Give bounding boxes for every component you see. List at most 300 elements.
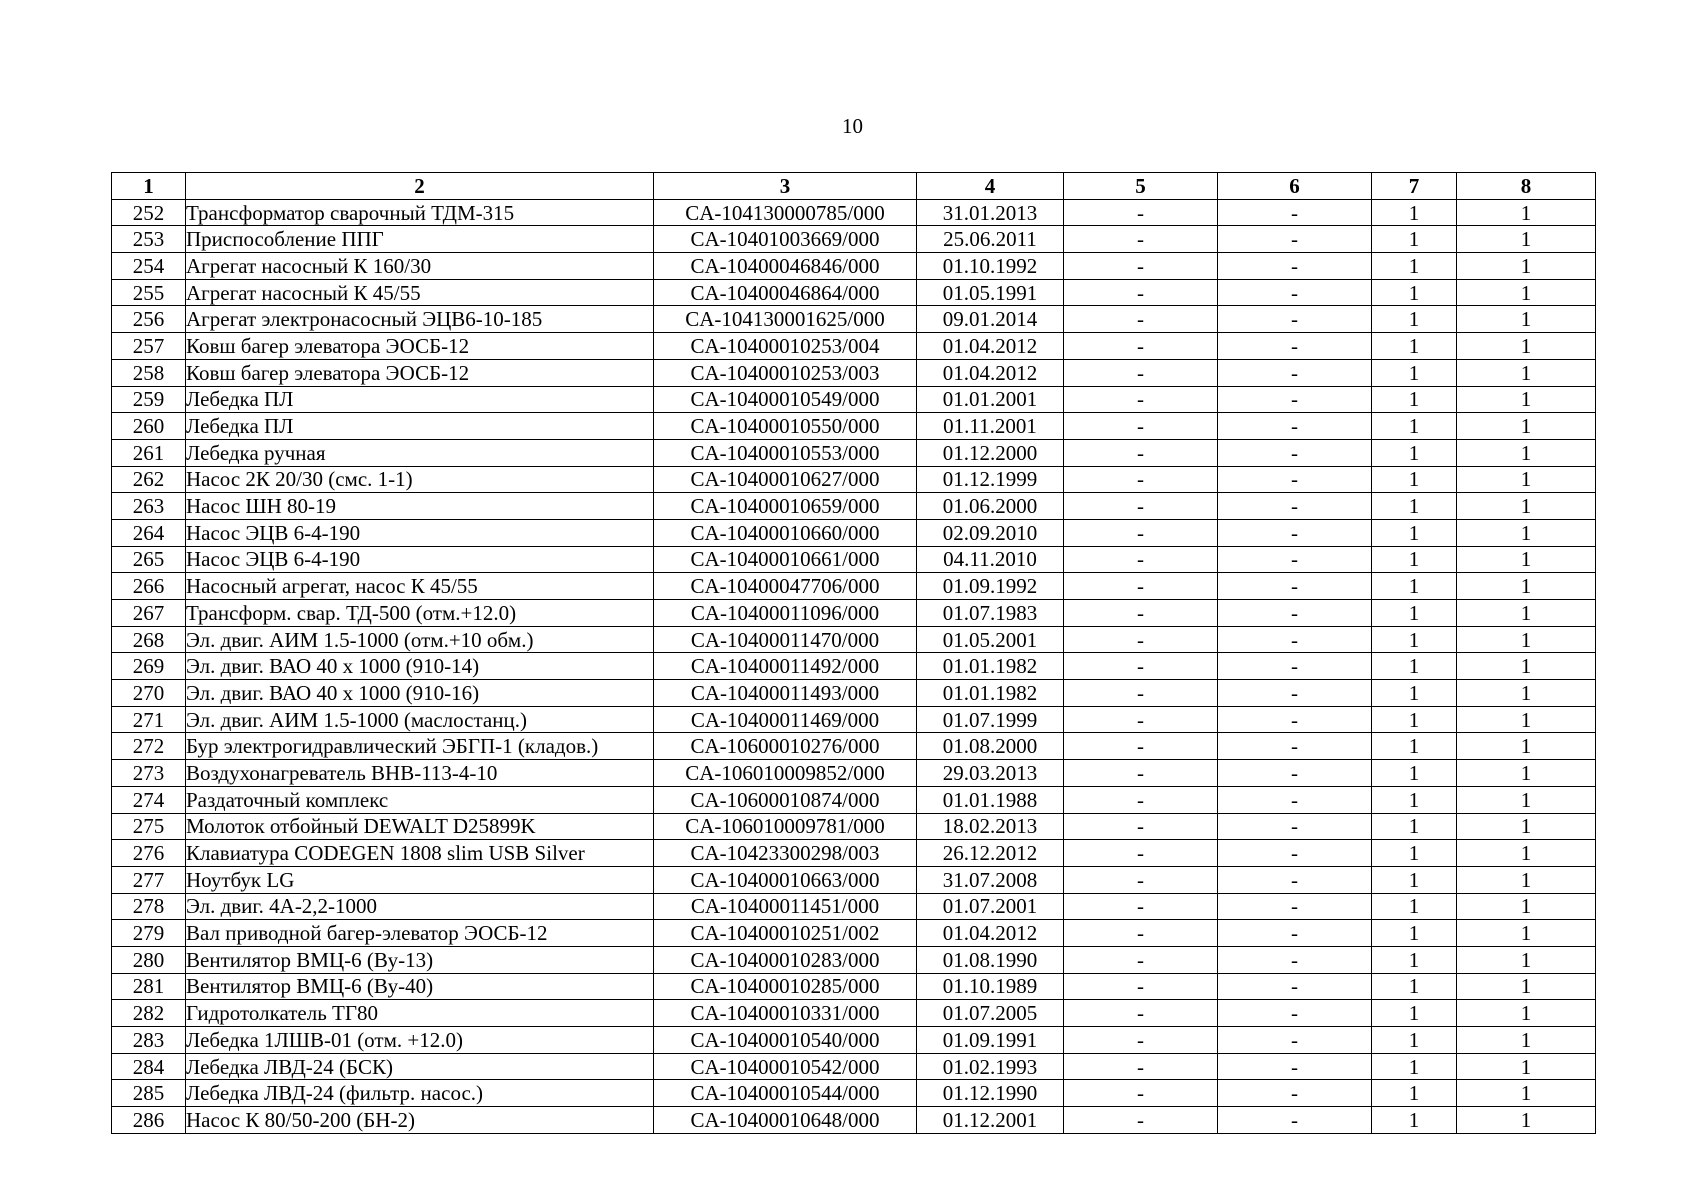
column-7-value: 1 — [1372, 840, 1457, 867]
column-6-value: - — [1218, 786, 1372, 813]
commission-date: 04.11.2010 — [917, 546, 1064, 573]
item-name: Вентилятор ВМЦ-6 (Ву-13) — [186, 946, 654, 973]
inventory-code: CA-106010009781/000 — [654, 813, 917, 840]
row-number: 269 — [112, 653, 186, 680]
column-8-value: 1 — [1457, 493, 1596, 520]
column-7-value: 1 — [1372, 359, 1457, 386]
column-5-value: - — [1064, 1080, 1218, 1107]
column-7-value: 1 — [1372, 333, 1457, 360]
commission-date: 31.07.2008 — [917, 866, 1064, 893]
column-8-value: 1 — [1457, 413, 1596, 440]
table-row — [112, 733, 1596, 760]
inventory-code: CA-10400010285/000 — [654, 973, 917, 1000]
commission-date: 01.07.1999 — [917, 706, 1064, 733]
column-8-value: 1 — [1457, 786, 1596, 813]
column-5-value: - — [1064, 333, 1218, 360]
inventory-code: CA-10600010276/000 — [654, 733, 917, 760]
column-7-value: 1 — [1372, 1080, 1457, 1107]
commission-date: 01.11.2001 — [917, 413, 1064, 440]
row-number: 257 — [112, 333, 186, 360]
row-number: 259 — [112, 386, 186, 413]
item-name: Эл. двиг. 4А-2,2-1000 — [186, 893, 654, 920]
table-row — [112, 439, 1596, 466]
row-number: 274 — [112, 786, 186, 813]
inventory-code: CA-10400010659/000 — [654, 493, 917, 520]
column-6-value: - — [1218, 946, 1372, 973]
column-header-5: 5 — [1064, 173, 1218, 200]
inventory-code: CA-10400010544/000 — [654, 1080, 917, 1107]
item-name: Ковш багер элеватора ЭОСБ-12 — [186, 333, 654, 360]
table-row — [112, 786, 1596, 813]
column-6-value: - — [1218, 626, 1372, 653]
commission-date: 01.07.2001 — [917, 893, 1064, 920]
column-7-value: 1 — [1372, 786, 1457, 813]
column-6-value: - — [1218, 333, 1372, 360]
commission-date: 01.12.2001 — [917, 1107, 1064, 1134]
table-row — [112, 1080, 1596, 1107]
item-name: Ковш багер элеватора ЭОСБ-12 — [186, 359, 654, 386]
column-6-value: - — [1218, 226, 1372, 253]
column-8-value: 1 — [1457, 573, 1596, 600]
inventory-code: CA-10400010663/000 — [654, 866, 917, 893]
inventory-code: CA-10400010648/000 — [654, 1107, 917, 1134]
item-name: Агрегат насосный К 160/30 — [186, 253, 654, 280]
column-8-value: 1 — [1457, 653, 1596, 680]
column-7-value: 1 — [1372, 920, 1457, 947]
item-name: Агрегат насосный К 45/55 — [186, 279, 654, 306]
table-row — [112, 1107, 1596, 1134]
inventory-code: CA-10400010283/000 — [654, 946, 917, 973]
table-row — [112, 413, 1596, 440]
column-6-value: - — [1218, 413, 1372, 440]
column-8-value: 1 — [1457, 253, 1596, 280]
column-7-value: 1 — [1372, 760, 1457, 787]
column-8-value: 1 — [1457, 1107, 1596, 1134]
column-5-value: - — [1064, 359, 1218, 386]
item-name: Эл. двиг. ВАО 40 х 1000 (910-14) — [186, 653, 654, 680]
commission-date: 01.10.1992 — [917, 253, 1064, 280]
table-row — [112, 706, 1596, 733]
commission-date: 01.09.1991 — [917, 1027, 1064, 1054]
table-row — [112, 893, 1596, 920]
column-5-value: - — [1064, 1107, 1218, 1134]
item-name: Агрегат электронасосный ЭЦВ6-10-185 — [186, 306, 654, 333]
row-number: 265 — [112, 546, 186, 573]
item-name: Лебедка ЛВД-24 (БСК) — [186, 1053, 654, 1080]
row-number: 284 — [112, 1053, 186, 1080]
column-6-value: - — [1218, 279, 1372, 306]
row-number: 281 — [112, 973, 186, 1000]
column-5-value: - — [1064, 946, 1218, 973]
column-5-value: - — [1064, 653, 1218, 680]
commission-date: 01.02.1993 — [917, 1053, 1064, 1080]
table-row — [112, 573, 1596, 600]
column-7-value: 1 — [1372, 279, 1457, 306]
column-5-value: - — [1064, 546, 1218, 573]
column-6-value: - — [1218, 253, 1372, 280]
column-5-value: - — [1064, 199, 1218, 226]
commission-date: 01.08.1990 — [917, 946, 1064, 973]
row-number: 263 — [112, 493, 186, 520]
column-6-value: - — [1218, 546, 1372, 573]
column-8-value: 1 — [1457, 973, 1596, 1000]
column-7-value: 1 — [1372, 866, 1457, 893]
row-number: 271 — [112, 706, 186, 733]
commission-date: 01.01.1982 — [917, 680, 1064, 707]
row-number: 275 — [112, 813, 186, 840]
column-6-value: - — [1218, 973, 1372, 1000]
column-7-value: 1 — [1372, 653, 1457, 680]
commission-date: 31.01.2013 — [917, 199, 1064, 226]
column-6-value: - — [1218, 600, 1372, 627]
table-row — [112, 813, 1596, 840]
row-number: 261 — [112, 439, 186, 466]
column-5-value: - — [1064, 760, 1218, 787]
commission-date: 26.12.2012 — [917, 840, 1064, 867]
commission-date: 01.07.1983 — [917, 600, 1064, 627]
inventory-code: CA-10401003669/000 — [654, 226, 917, 253]
column-6-value: - — [1218, 573, 1372, 600]
row-number: 255 — [112, 279, 186, 306]
column-8-value: 1 — [1457, 306, 1596, 333]
column-5-value: - — [1064, 1027, 1218, 1054]
column-7-value: 1 — [1372, 439, 1457, 466]
row-number: 279 — [112, 920, 186, 947]
table-row — [112, 546, 1596, 573]
column-6-value: - — [1218, 359, 1372, 386]
inventory-code: CA-104130001625/000 — [654, 306, 917, 333]
inventory-code: CA-10400010627/000 — [654, 466, 917, 493]
column-6-value: - — [1218, 653, 1372, 680]
commission-date: 01.05.2001 — [917, 626, 1064, 653]
commission-date: 18.02.2013 — [917, 813, 1064, 840]
inventory-code: CA-10400046864/000 — [654, 279, 917, 306]
column-8-value: 1 — [1457, 840, 1596, 867]
item-name: Лебедка ЛВД-24 (фильтр. насос.) — [186, 1080, 654, 1107]
table-row — [112, 680, 1596, 707]
column-6-value: - — [1218, 1053, 1372, 1080]
item-name: Ноутбук LG — [186, 866, 654, 893]
column-5-value: - — [1064, 573, 1218, 600]
column-7-value: 1 — [1372, 706, 1457, 733]
commission-date: 01.01.1982 — [917, 653, 1064, 680]
item-name: Молоток отбойный DEWALT D25899K — [186, 813, 654, 840]
table-row — [112, 920, 1596, 947]
column-5-value: - — [1064, 600, 1218, 627]
column-header-8: 8 — [1457, 173, 1596, 200]
column-7-value: 1 — [1372, 413, 1457, 440]
column-header-7: 7 — [1372, 173, 1457, 200]
column-6-value: - — [1218, 866, 1372, 893]
column-8-value: 1 — [1457, 1000, 1596, 1027]
item-name: Насос ЭЦВ 6-4-190 — [186, 546, 654, 573]
row-number: 280 — [112, 946, 186, 973]
column-7-value: 1 — [1372, 813, 1457, 840]
column-6-value: - — [1218, 680, 1372, 707]
column-8-value: 1 — [1457, 733, 1596, 760]
column-6-value: - — [1218, 439, 1372, 466]
column-header-4: 4 — [917, 173, 1064, 200]
inventory-code: CA-10600010874/000 — [654, 786, 917, 813]
column-8-value: 1 — [1457, 813, 1596, 840]
column-6-value: - — [1218, 1027, 1372, 1054]
commission-date: 01.12.1990 — [917, 1080, 1064, 1107]
column-6-value: - — [1218, 306, 1372, 333]
row-number: 286 — [112, 1107, 186, 1134]
row-number: 272 — [112, 733, 186, 760]
row-number: 256 — [112, 306, 186, 333]
column-8-value: 1 — [1457, 439, 1596, 466]
item-name: Вентилятор ВМЦ-6 (Ву-40) — [186, 973, 654, 1000]
table-row — [112, 279, 1596, 306]
column-6-value: - — [1218, 893, 1372, 920]
column-7-value: 1 — [1372, 199, 1457, 226]
column-7-value: 1 — [1372, 1107, 1457, 1134]
page-number: 10 — [842, 114, 863, 138]
column-5-value: - — [1064, 840, 1218, 867]
commission-date: 01.05.1991 — [917, 279, 1064, 306]
column-7-value: 1 — [1372, 973, 1457, 1000]
column-8-value: 1 — [1457, 600, 1596, 627]
row-number: 253 — [112, 226, 186, 253]
column-8-value: 1 — [1457, 946, 1596, 973]
table-row — [112, 973, 1596, 1000]
table-row — [112, 199, 1596, 226]
column-8-value: 1 — [1457, 1053, 1596, 1080]
commission-date: 01.06.2000 — [917, 493, 1064, 520]
commission-date: 01.01.2001 — [917, 386, 1064, 413]
column-7-value: 1 — [1372, 306, 1457, 333]
row-number: 266 — [112, 573, 186, 600]
column-6-value: - — [1218, 1080, 1372, 1107]
column-5-value: - — [1064, 439, 1218, 466]
column-7-value: 1 — [1372, 519, 1457, 546]
table-row — [112, 626, 1596, 653]
inventory-code: CA-10400010661/000 — [654, 546, 917, 573]
inventory-code: CA-10423300298/003 — [654, 840, 917, 867]
table-row — [112, 866, 1596, 893]
item-name: Гидротолкатель ТГ80 — [186, 1000, 654, 1027]
inventory-code: CA-10400010549/000 — [654, 386, 917, 413]
table-row — [112, 519, 1596, 546]
item-name: Насос ШН 80-19 — [186, 493, 654, 520]
column-5-value: - — [1064, 1000, 1218, 1027]
column-7-value: 1 — [1372, 466, 1457, 493]
column-6-value: - — [1218, 1107, 1372, 1134]
column-7-value: 1 — [1372, 1000, 1457, 1027]
column-8-value: 1 — [1457, 199, 1596, 226]
column-7-value: 1 — [1372, 600, 1457, 627]
column-8-value: 1 — [1457, 920, 1596, 947]
table-row — [112, 466, 1596, 493]
table-header-row — [112, 173, 1596, 200]
column-5-value: - — [1064, 733, 1218, 760]
row-number: 262 — [112, 466, 186, 493]
commission-date: 01.12.2000 — [917, 439, 1064, 466]
inventory-code: CA-106010009852/000 — [654, 760, 917, 787]
item-name: Насос 2К 20/30 (смс. 1-1) — [186, 466, 654, 493]
commission-date: 01.12.1999 — [917, 466, 1064, 493]
table-row — [112, 946, 1596, 973]
inventory-code: CA-10400010540/000 — [654, 1027, 917, 1054]
item-name: Приспособление ППГ — [186, 226, 654, 253]
row-number: 283 — [112, 1027, 186, 1054]
inventory-code: CA-10400010253/004 — [654, 333, 917, 360]
column-8-value: 1 — [1457, 466, 1596, 493]
item-name: Насос К 80/50-200 (БН-2) — [186, 1107, 654, 1134]
commission-date: 25.06.2011 — [917, 226, 1064, 253]
column-6-value: - — [1218, 493, 1372, 520]
table-row — [112, 306, 1596, 333]
column-7-value: 1 — [1372, 626, 1457, 653]
column-7-value: 1 — [1372, 573, 1457, 600]
column-5-value: - — [1064, 626, 1218, 653]
column-7-value: 1 — [1372, 893, 1457, 920]
column-5-value: - — [1064, 680, 1218, 707]
column-8-value: 1 — [1457, 1080, 1596, 1107]
inventory-code: CA-10400010660/000 — [654, 519, 917, 546]
commission-date: 02.09.2010 — [917, 519, 1064, 546]
item-name: Насос ЭЦВ 6-4-190 — [186, 519, 654, 546]
commission-date: 01.01.1988 — [917, 786, 1064, 813]
column-6-value: - — [1218, 840, 1372, 867]
item-name: Трансформ. свар. ТД-500 (отм.+12.0) — [186, 600, 654, 627]
row-number: 273 — [112, 760, 186, 787]
column-8-value: 1 — [1457, 893, 1596, 920]
column-7-value: 1 — [1372, 733, 1457, 760]
row-number: 264 — [112, 519, 186, 546]
row-number: 276 — [112, 840, 186, 867]
row-number: 285 — [112, 1080, 186, 1107]
table-row — [112, 1000, 1596, 1027]
column-5-value: - — [1064, 519, 1218, 546]
row-number: 267 — [112, 600, 186, 627]
row-number: 260 — [112, 413, 186, 440]
table-row — [112, 386, 1596, 413]
column-6-value: - — [1218, 733, 1372, 760]
column-8-value: 1 — [1457, 706, 1596, 733]
column-6-value: - — [1218, 706, 1372, 733]
column-5-value: - — [1064, 279, 1218, 306]
inventory-code: CA-10400010553/000 — [654, 439, 917, 466]
table-row — [112, 493, 1596, 520]
column-6-value: - — [1218, 813, 1372, 840]
item-name: Трансформатор сварочный ТДМ-315 — [186, 199, 654, 226]
column-5-value: - — [1064, 893, 1218, 920]
column-header-1: 1 — [112, 173, 186, 200]
table-row — [112, 253, 1596, 280]
column-8-value: 1 — [1457, 359, 1596, 386]
column-7-value: 1 — [1372, 1027, 1457, 1054]
column-header-2: 2 — [186, 173, 654, 200]
commission-date: 01.04.2012 — [917, 333, 1064, 360]
column-8-value: 1 — [1457, 546, 1596, 573]
item-name: Эл. двиг. ВАО 40 х 1000 (910-16) — [186, 680, 654, 707]
table-row — [112, 333, 1596, 360]
column-6-value: - — [1218, 199, 1372, 226]
commission-date: 01.07.2005 — [917, 1000, 1064, 1027]
table-row — [112, 1027, 1596, 1054]
inventory-code: CA-10400011470/000 — [654, 626, 917, 653]
item-name: Бур электрогидравлический ЭБГП-1 (кладов.) — [186, 733, 654, 760]
column-8-value: 1 — [1457, 333, 1596, 360]
column-7-value: 1 — [1372, 546, 1457, 573]
column-7-value: 1 — [1372, 946, 1457, 973]
column-7-value: 1 — [1372, 493, 1457, 520]
row-number: 278 — [112, 893, 186, 920]
column-6-value: - — [1218, 466, 1372, 493]
table-body — [112, 199, 1596, 1133]
item-name: Лебедка ПЛ — [186, 386, 654, 413]
table-row — [112, 226, 1596, 253]
column-header-3: 3 — [654, 173, 917, 200]
row-number: 252 — [112, 199, 186, 226]
table-row — [112, 760, 1596, 787]
item-name: Клавиатура CODEGEN 1808 slim USB Silver — [186, 840, 654, 867]
column-5-value: - — [1064, 973, 1218, 1000]
column-5-value: - — [1064, 306, 1218, 333]
column-5-value: - — [1064, 866, 1218, 893]
inventory-code: CA-10400047706/000 — [654, 573, 917, 600]
inventory-code: CA-10400011493/000 — [654, 680, 917, 707]
inventory-code: CA-10400010253/003 — [654, 359, 917, 386]
item-name: Лебедка 1ЛШВ-01 (отм. +12.0) — [186, 1027, 654, 1054]
column-5-value: - — [1064, 466, 1218, 493]
column-5-value: - — [1064, 493, 1218, 520]
column-header-6: 6 — [1218, 173, 1372, 200]
column-8-value: 1 — [1457, 226, 1596, 253]
row-number: 282 — [112, 1000, 186, 1027]
item-name: Лебедка ПЛ — [186, 413, 654, 440]
row-number: 254 — [112, 253, 186, 280]
commission-date: 01.08.2000 — [917, 733, 1064, 760]
table-row — [112, 359, 1596, 386]
inventory-table — [111, 172, 1596, 1134]
row-number: 270 — [112, 680, 186, 707]
inventory-code: CA-10400011451/000 — [654, 893, 917, 920]
table-row — [112, 653, 1596, 680]
column-5-value: - — [1064, 413, 1218, 440]
column-5-value: - — [1064, 920, 1218, 947]
table-row — [112, 840, 1596, 867]
row-number: 258 — [112, 359, 186, 386]
column-5-value: - — [1064, 706, 1218, 733]
item-name: Раздаточный комплекс — [186, 786, 654, 813]
commission-date: 09.01.2014 — [917, 306, 1064, 333]
column-8-value: 1 — [1457, 760, 1596, 787]
column-6-value: - — [1218, 920, 1372, 947]
inventory-code: CA-10400010550/000 — [654, 413, 917, 440]
column-6-value: - — [1218, 519, 1372, 546]
column-5-value: - — [1064, 813, 1218, 840]
column-7-value: 1 — [1372, 1053, 1457, 1080]
item-name: Воздухонагреватель ВНВ-113-4-10 — [186, 760, 654, 787]
inventory-code: CA-10400011096/000 — [654, 600, 917, 627]
column-5-value: - — [1064, 386, 1218, 413]
row-number: 277 — [112, 866, 186, 893]
inventory-code: CA-10400010331/000 — [654, 1000, 917, 1027]
item-name: Эл. двиг. АИМ 1.5-1000 (отм.+10 обм.) — [186, 626, 654, 653]
inventory-code: CA-104130000785/000 — [654, 199, 917, 226]
commission-date: 01.04.2012 — [917, 920, 1064, 947]
inventory-code: CA-10400011492/000 — [654, 653, 917, 680]
commission-date: 01.10.1989 — [917, 973, 1064, 1000]
column-7-value: 1 — [1372, 386, 1457, 413]
item-name: Лебедка ручная — [186, 439, 654, 466]
inventory-code: CA-10400011469/000 — [654, 706, 917, 733]
item-name: Эл. двиг. АИМ 1.5-1000 (маслостанц.) — [186, 706, 654, 733]
column-8-value: 1 — [1457, 279, 1596, 306]
